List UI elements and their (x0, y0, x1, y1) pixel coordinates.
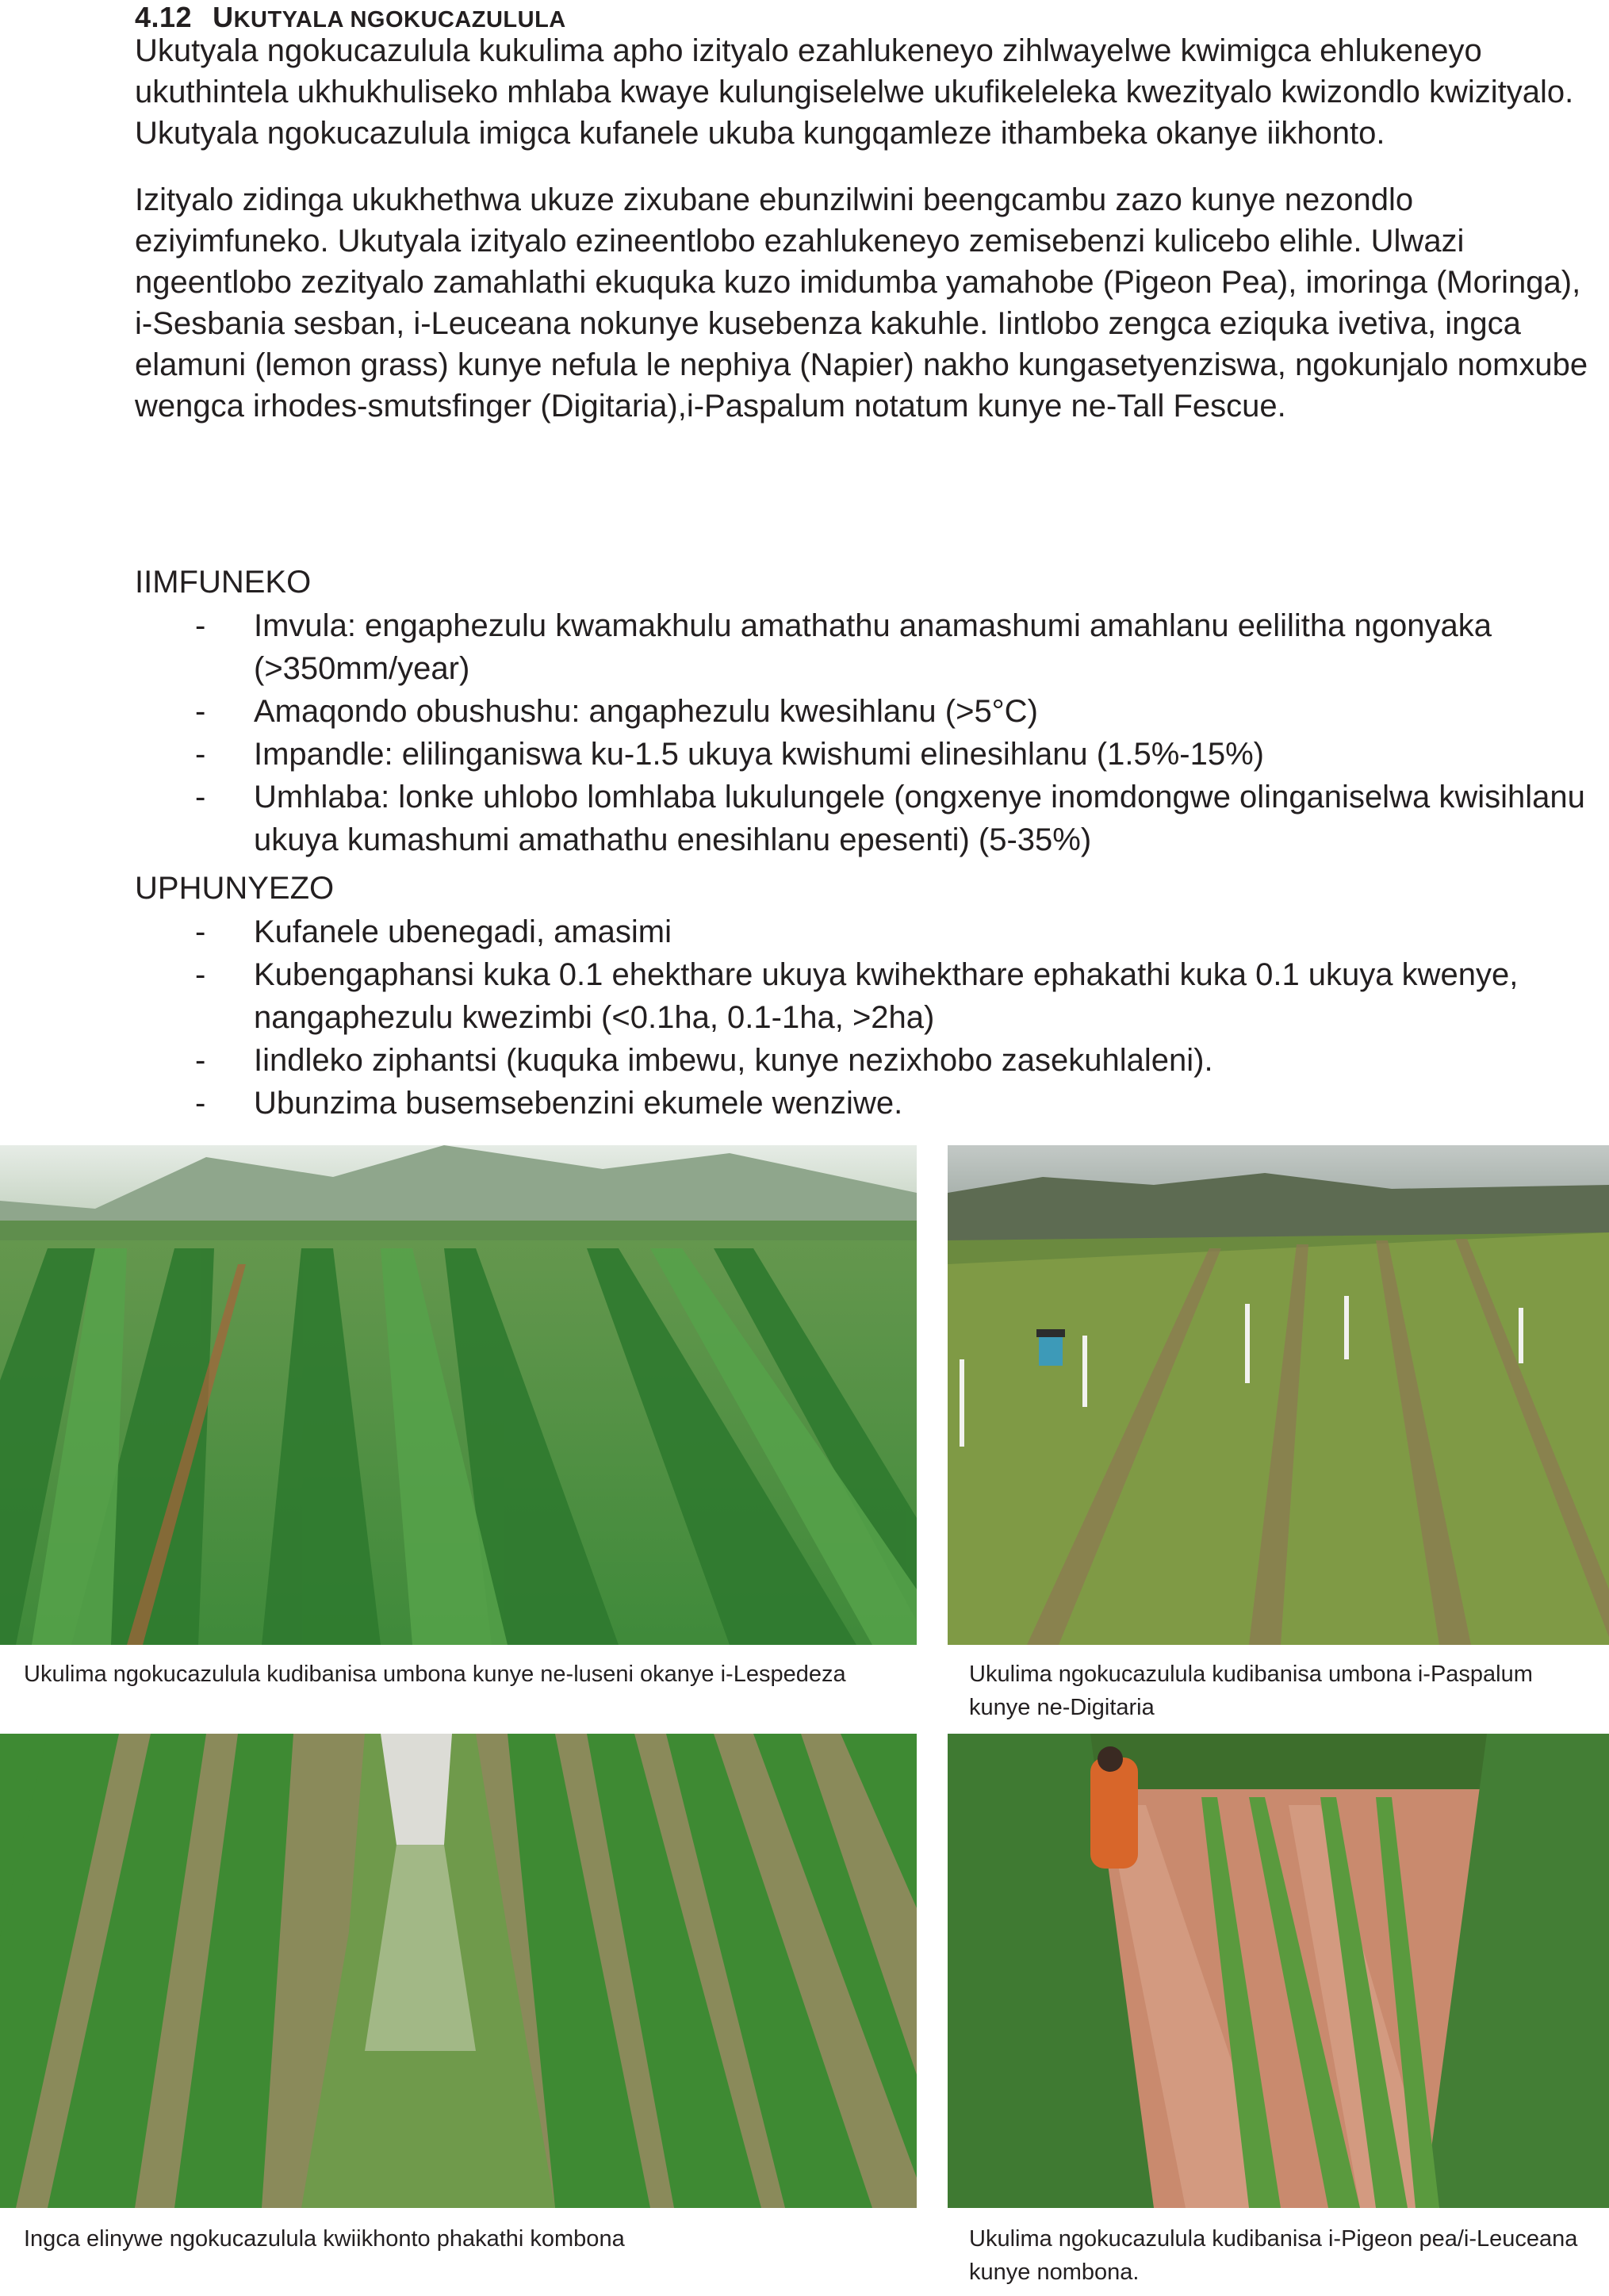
photo-caption: Ingca elinywe ngokucazulula kwiikhonto phakathi kombona (24, 2226, 625, 2252)
section-number: 4.12 (135, 1, 193, 33)
list-item (135, 953, 1586, 1039)
photo-maize-lucerne-strips (0, 1145, 917, 1645)
list-item-text: Impandle: elilinganiswa ku-1.5 ukuya kwishumi elinesihlanu (1.5%-15%) (254, 737, 1264, 772)
list-item-text: Imvula: engaphezulu kwamakhulu amathathu anamashumi amahlanu eelilitha ngonyaka (>350mm/year) (254, 608, 1492, 686)
list-item (135, 1082, 1586, 1125)
photo-caption: Ukulima ngokucazulula kudibanisa umbona i-Paspalum kunye ne-Digitaria (969, 1662, 1533, 1720)
list-item-text: Iindleko ziphantsi (kuquka imbewu, kunye nezixhobo zasekuhlaleni). (254, 1043, 1213, 1078)
list-item (135, 776, 1586, 861)
photo-caption: Ukulima ngokucazulula kudibanisa umbona kunye ne-luseni okanye i-Lespedeza (24, 1662, 846, 1687)
bullet-dash: - (195, 694, 206, 729)
list-item (135, 733, 1586, 776)
list-item (135, 1039, 1586, 1082)
bullet-dash: - (195, 1043, 206, 1078)
bullet-dash: - (195, 780, 206, 815)
bullet-dash: - (195, 1086, 206, 1121)
list-item-text: Amaqondo obushushu: angaphezulu kwesihlanu (>5°C) (254, 694, 1038, 729)
requirements-list (135, 604, 1586, 861)
photo-maize-paspalum-strips (948, 1145, 1609, 1645)
plants-paragraph: Izityalo zidinga ukukhethwa ukuze zixubane ebunzilwini beengcambu zazo kunye nezondlo eziyimfuneko. Ukutyala izityalo ezineentlobo ezahlukeneyo zemisebenzi kulicebo elihle. Ulwazi ngeentlobo zezityalo zamahlathi ekuquka kuzo imidumba yamahobe (Pigeon Pea), imoringa (Moringa), i-Sesbania sesban, i-Leuceana nokunye kusebenza kakuhle. Iintlobo zengca eziquka ivetiva, ingca elamuni (lemon grass) kunye nefula le nephiya (Napier) nakho kungasetyenziswa, ngokunjalo nomxube wengca irhodes-smutsfinger (Digitaria),i-Paspalum notatum kunye ne-Tall Fescue. (135, 182, 1588, 424)
bullet-dash: - (195, 737, 206, 772)
list-item (135, 910, 1586, 953)
list-item (135, 604, 1586, 690)
list-item-text: Kufanele ubenegadi, amasimi (254, 914, 672, 949)
section-title-rest: KUTYALA NGOKUCAZULULA (233, 7, 566, 33)
list-item-text: Kubengaphansi kuka 0.1 ehekthare ukuya kwihekthare ephakathi kuka 0.1 ukuya kwenye, nangaphezulu kwezimbi (<0.1ha, 0.1-1ha, >2ha) (254, 957, 1519, 1035)
photo-grass-contour-strips (0, 1734, 917, 2208)
photo-caption: Ukulima ngokucazulula kudibanisa i-Pigeon pea/i-Leuceana kunye nombona. (969, 2226, 1578, 2285)
requirements-label: IIMFUNEKO (135, 565, 312, 600)
summary-label: UPHUNYEZO (135, 871, 335, 906)
section-title-initial: U (213, 1, 234, 33)
list-item-text: Ubunzima busemsebenzini ekumele wenziwe. (254, 1086, 903, 1121)
intro-paragraph: Ukutyala ngokucazulula kukulima apho izityalo ezahlukeneyo zihlwayelwe kwimigca ehlukeneyo ukuthintela ukhukhuliseko mhlaba kwaye kulungiselelwe ukufikeleleka kwezityalo kwizondlo kwizityalo. Ukutyala ngokucazulula imigca kufanele ukuba kungqamleze ithambeka okanye iikhonto. (135, 33, 1574, 151)
bullet-dash: - (195, 608, 206, 643)
summary-list (135, 910, 1586, 1125)
list-item-text: Umhlaba: lonke uhlobo lomhlaba lukulungele (ongxenye inomdongwe olinganiselwa kwisihlanu ukuya kumashumi amathathu enesihlanu epesenti) (5-35%) (254, 780, 1585, 857)
bullet-dash: - (195, 957, 206, 992)
list-item (135, 690, 1586, 733)
bullet-dash: - (195, 914, 206, 949)
photo-pigeon-pea-maize (948, 1734, 1609, 2208)
